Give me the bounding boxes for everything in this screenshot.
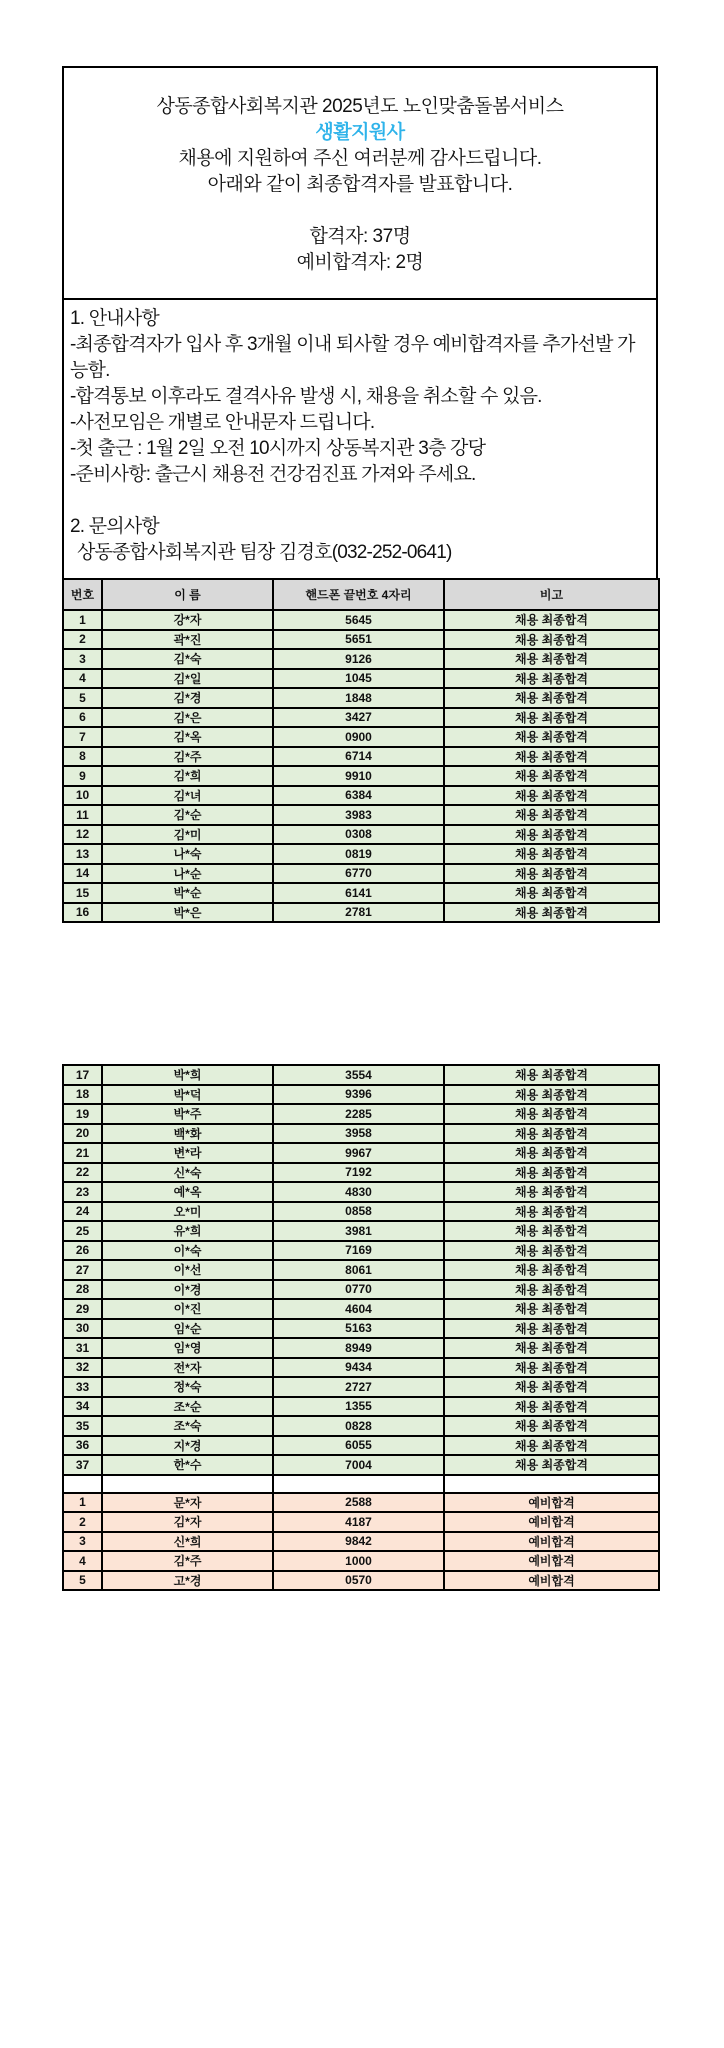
cell-name: 김*숙 (102, 649, 273, 669)
winner-row (63, 1455, 659, 1475)
notice-section (62, 298, 658, 578)
cell-note: 채용 최종합격 (444, 1397, 659, 1417)
cell-note: 채용 최종합격 (444, 1124, 659, 1144)
cell-no: 8 (63, 747, 102, 767)
cell-phone: 5645 (273, 610, 444, 630)
winner-row (63, 649, 659, 669)
cell-phone: 9967 (273, 1143, 444, 1163)
cell-no: 27 (63, 1260, 102, 1280)
notice-item: -준비사항: 출근시 채용전 건강검진표 가져와 주세요. (70, 464, 476, 485)
cell-note: 채용 최종합격 (444, 1416, 659, 1436)
cell-note: 채용 최종합격 (444, 1260, 659, 1280)
cell-note: 채용 최종합격 (444, 1085, 659, 1105)
cell-no: 18 (63, 1085, 102, 1105)
winner-row (63, 1143, 659, 1163)
winner-row (63, 805, 659, 825)
cell-name: 박*주 (102, 1104, 273, 1124)
cell-empty (102, 1475, 273, 1493)
empty-separator-row (63, 1475, 659, 1493)
winner-row (63, 1338, 659, 1358)
cell-no: 36 (63, 1436, 102, 1456)
header-name: 이 름 (102, 579, 273, 610)
winner-row (63, 766, 659, 786)
cell-no: 2 (63, 630, 102, 650)
cell-name: 조*숙 (102, 1416, 273, 1436)
cell-phone: 7169 (273, 1241, 444, 1261)
cell-empty (63, 1475, 102, 1493)
cell-phone: 1848 (273, 688, 444, 708)
cell-name: 김*경 (102, 688, 273, 708)
cell-name: 김*자 (102, 1512, 273, 1532)
cell-name: 김*녀 (102, 786, 273, 806)
cell-name: 나*숙 (102, 844, 273, 864)
cell-no: 19 (63, 1104, 102, 1124)
cell-phone: 8061 (273, 1260, 444, 1280)
cell-no: 6 (63, 708, 102, 728)
intro-section (62, 66, 658, 298)
cell-note: 채용 최종합격 (444, 1104, 659, 1124)
winner-row (63, 1065, 659, 1085)
winner-row (63, 1202, 659, 1222)
cell-no: 5 (63, 688, 102, 708)
cell-name: 오*미 (102, 1202, 273, 1222)
winner-row (63, 610, 659, 630)
cell-name: 김*희 (102, 766, 273, 786)
cell-no: 29 (63, 1299, 102, 1319)
cell-note: 채용 최종합격 (444, 1338, 659, 1358)
cell-phone: 1355 (273, 1397, 444, 1417)
cell-name: 지*경 (102, 1436, 273, 1456)
cell-name: 김*순 (102, 805, 273, 825)
notice-items (70, 332, 650, 488)
winner-row (63, 1182, 659, 1202)
cell-note: 채용 최종합격 (444, 903, 659, 923)
contact-line: 상동종합사회복지관 팀장 김경호(032-252-0641) (77, 542, 452, 563)
cell-phone: 3554 (273, 1065, 444, 1085)
cell-no: 28 (63, 1280, 102, 1300)
cell-name: 강*자 (102, 610, 273, 630)
cell-no: 13 (63, 844, 102, 864)
cell-note: 예비합격 (444, 1493, 659, 1513)
winner-row (63, 727, 659, 747)
cell-name: 김*옥 (102, 727, 273, 747)
cell-note: 채용 최종합격 (444, 630, 659, 650)
results-table-part1 (62, 578, 660, 923)
page-gap (62, 923, 658, 1064)
cell-note: 채용 최종합격 (444, 1377, 659, 1397)
cell-no: 1 (63, 610, 102, 630)
winner-row (63, 1280, 659, 1300)
notice-title-1: 1. 안내사항 (70, 308, 159, 329)
reserve-row (63, 1551, 659, 1571)
cell-no: 2 (63, 1512, 102, 1532)
cell-note: 채용 최종합격 (444, 649, 659, 669)
announce-line: 아래와 같이 최종합격자를 발표합니다. (207, 174, 513, 195)
cell-phone: 7004 (273, 1455, 444, 1475)
cell-phone: 3427 (273, 708, 444, 728)
winner-row (63, 864, 659, 884)
results-table-part2 (62, 1064, 660, 1591)
cell-name: 박*희 (102, 1065, 273, 1085)
cell-name: 나*순 (102, 864, 273, 884)
passed-count: 합격자: 37명 (309, 226, 411, 247)
header-phone: 핸드폰 끝번호 4자리 (273, 579, 444, 610)
cell-no: 4 (63, 669, 102, 689)
winner-row (63, 1104, 659, 1124)
cell-name: 고*경 (102, 1571, 273, 1591)
cell-phone: 0828 (273, 1416, 444, 1436)
reserve-row (63, 1493, 659, 1513)
cell-no: 35 (63, 1416, 102, 1436)
cell-phone: 4187 (273, 1512, 444, 1532)
cell-note: 채용 최종합격 (444, 883, 659, 903)
cell-phone: 9434 (273, 1358, 444, 1378)
cell-note: 예비합격 (444, 1532, 659, 1552)
cell-no: 23 (63, 1182, 102, 1202)
cell-phone: 6055 (273, 1436, 444, 1456)
cell-note: 채용 최종합격 (444, 1163, 659, 1183)
cell-phone: 5651 (273, 630, 444, 650)
cell-name: 박*은 (102, 903, 273, 923)
winner-row (63, 825, 659, 845)
cell-phone: 4604 (273, 1299, 444, 1319)
cell-note: 채용 최종합격 (444, 805, 659, 825)
winner-row (63, 1241, 659, 1261)
cell-name: 김*주 (102, 747, 273, 767)
winner-row (63, 844, 659, 864)
cell-name: 변*라 (102, 1143, 273, 1163)
cell-phone: 2781 (273, 903, 444, 923)
cell-empty (444, 1475, 659, 1493)
winner-row (63, 1319, 659, 1339)
winner-row (63, 1436, 659, 1456)
cell-phone: 2727 (273, 1377, 444, 1397)
cell-phone: 5163 (273, 1319, 444, 1339)
winner-row (63, 1085, 659, 1105)
cell-note: 채용 최종합격 (444, 1221, 659, 1241)
cell-no: 5 (63, 1571, 102, 1591)
cell-note: 채용 최종합격 (444, 747, 659, 767)
cell-no: 32 (63, 1358, 102, 1378)
cell-no: 20 (63, 1124, 102, 1144)
cell-name: 정*숙 (102, 1377, 273, 1397)
cell-phone: 0900 (273, 727, 444, 747)
winner-row (63, 630, 659, 650)
cell-phone: 9842 (273, 1532, 444, 1552)
winner-row (63, 786, 659, 806)
notice-item: -최종합격자가 입사 후 3개월 이내 퇴사할 경우 예비합격자를 추가선발 가능함. (70, 334, 635, 381)
document-sheet (62, 66, 658, 1591)
winner-row (63, 1416, 659, 1436)
cell-phone: 3958 (273, 1124, 444, 1144)
winner-row (63, 1124, 659, 1144)
table-header-row (63, 579, 659, 610)
cell-no: 24 (63, 1202, 102, 1222)
cell-note: 채용 최종합격 (444, 844, 659, 864)
spacer-line (70, 488, 650, 514)
cell-note: 채용 최종합격 (444, 708, 659, 728)
cell-no: 17 (63, 1065, 102, 1085)
cell-note: 채용 최종합격 (444, 1358, 659, 1378)
cell-note: 채용 최종합격 (444, 669, 659, 689)
cell-no: 15 (63, 883, 102, 903)
cell-name: 이*진 (102, 1299, 273, 1319)
cell-no: 4 (63, 1551, 102, 1571)
cell-name: 한*수 (102, 1455, 273, 1475)
cell-name: 이*선 (102, 1260, 273, 1280)
winner-row (63, 1163, 659, 1183)
cell-no: 9 (63, 766, 102, 786)
winner-row (63, 688, 659, 708)
notice-item: -첫 출근 : 1월 2일 오전 10시까지 상동복지관 3층 강당 (70, 438, 486, 459)
cell-note: 채용 최종합격 (444, 1202, 659, 1222)
cell-no: 34 (63, 1397, 102, 1417)
title-line: 상동종합사회복지관 2025년도 노인맞춤돌봄서비스 (156, 96, 564, 117)
cell-no: 14 (63, 864, 102, 884)
cell-no: 16 (63, 903, 102, 923)
winner-row (63, 1221, 659, 1241)
cell-no: 25 (63, 1221, 102, 1241)
cell-no: 31 (63, 1338, 102, 1358)
cell-phone: 3983 (273, 805, 444, 825)
cell-name: 박*덕 (102, 1085, 273, 1105)
cell-note: 채용 최종합격 (444, 1299, 659, 1319)
cell-phone: 9396 (273, 1085, 444, 1105)
cell-phone: 4830 (273, 1182, 444, 1202)
program-name-highlight: 생활지원사 (315, 122, 405, 143)
cell-name: 곽*진 (102, 630, 273, 650)
cell-no: 30 (63, 1319, 102, 1339)
cell-no: 11 (63, 805, 102, 825)
reserve-row (63, 1532, 659, 1552)
cell-note: 채용 최종합격 (444, 1182, 659, 1202)
notice-item: -사전모임은 개별로 안내문자 드립니다. (70, 412, 375, 433)
cell-phone: 2588 (273, 1493, 444, 1513)
cell-phone: 6770 (273, 864, 444, 884)
cell-no: 1 (63, 1493, 102, 1513)
cell-name: 김*은 (102, 708, 273, 728)
cell-name: 박*순 (102, 883, 273, 903)
winner-row (63, 669, 659, 689)
cell-phone: 3981 (273, 1221, 444, 1241)
header-note: 비고 (444, 579, 659, 610)
cell-phone: 2285 (273, 1104, 444, 1124)
cell-note: 채용 최종합격 (444, 825, 659, 845)
cell-no: 26 (63, 1241, 102, 1261)
cell-no: 3 (63, 1532, 102, 1552)
cell-phone: 0570 (273, 1571, 444, 1591)
thanks-line: 채용에 지원하여 주신 여러분께 감사드립니다. (178, 148, 542, 169)
cell-name: 예*옥 (102, 1182, 273, 1202)
cell-name: 전*자 (102, 1358, 273, 1378)
cell-no: 33 (63, 1377, 102, 1397)
winner-row (63, 1299, 659, 1319)
cell-note: 예비합격 (444, 1512, 659, 1532)
reserve-count: 예비합격자: 2명 (296, 252, 424, 273)
reserve-row (63, 1571, 659, 1591)
cell-phone: 1045 (273, 669, 444, 689)
cell-phone: 9910 (273, 766, 444, 786)
winner-row (63, 747, 659, 767)
cell-phone: 0819 (273, 844, 444, 864)
winner-row (63, 1358, 659, 1378)
cell-phone: 0858 (273, 1202, 444, 1222)
cell-note: 채용 최종합격 (444, 1065, 659, 1085)
cell-name: 김*일 (102, 669, 273, 689)
cell-name: 조*순 (102, 1397, 273, 1417)
cell-no: 10 (63, 786, 102, 806)
cell-no: 22 (63, 1163, 102, 1183)
cell-name: 이*경 (102, 1280, 273, 1300)
cell-name: 김*미 (102, 825, 273, 845)
cell-no: 7 (63, 727, 102, 747)
cell-note: 채용 최종합격 (444, 766, 659, 786)
header-no: 번호 (63, 579, 102, 610)
cell-note: 채용 최종합격 (444, 864, 659, 884)
spacer-line (64, 198, 656, 224)
winner-row (63, 1377, 659, 1397)
winner-row (63, 883, 659, 903)
cell-phone: 6384 (273, 786, 444, 806)
cell-phone: 8949 (273, 1338, 444, 1358)
notice-item: -합격통보 이후라도 결격사유 발생 시, 채용을 취소할 수 있음. (70, 386, 542, 407)
cell-note: 채용 최종합격 (444, 1143, 659, 1163)
cell-note: 예비합격 (444, 1571, 659, 1591)
cell-no: 12 (63, 825, 102, 845)
cell-phone: 6141 (273, 883, 444, 903)
cell-phone: 6714 (273, 747, 444, 767)
winner-row (63, 1260, 659, 1280)
cell-phone: 0770 (273, 1280, 444, 1300)
cell-name: 신*희 (102, 1532, 273, 1552)
cell-name: 유*희 (102, 1221, 273, 1241)
cell-name: 백*화 (102, 1124, 273, 1144)
notice-title-2: 2. 문의사항 (70, 516, 159, 537)
cell-note: 채용 최종합격 (444, 1280, 659, 1300)
cell-note: 채용 최종합격 (444, 786, 659, 806)
cell-empty (273, 1475, 444, 1493)
winner-row (63, 903, 659, 923)
cell-note: 채용 최종합격 (444, 610, 659, 630)
cell-name: 임*영 (102, 1338, 273, 1358)
cell-phone: 7192 (273, 1163, 444, 1183)
cell-name: 임*순 (102, 1319, 273, 1339)
cell-note: 채용 최종합격 (444, 1319, 659, 1339)
cell-note: 채용 최종합격 (444, 1436, 659, 1456)
cell-note: 채용 최종합격 (444, 1241, 659, 1261)
cell-note: 채용 최종합격 (444, 727, 659, 747)
cell-phone: 9126 (273, 649, 444, 669)
cell-name: 신*숙 (102, 1163, 273, 1183)
cell-note: 예비합격 (444, 1551, 659, 1571)
winner-row (63, 708, 659, 728)
cell-name: 문*자 (102, 1493, 273, 1513)
reserve-row (63, 1512, 659, 1532)
cell-name: 이*숙 (102, 1241, 273, 1261)
cell-note: 채용 최종합격 (444, 688, 659, 708)
cell-name: 김*주 (102, 1551, 273, 1571)
cell-no: 21 (63, 1143, 102, 1163)
cell-note: 채용 최종합격 (444, 1455, 659, 1475)
winner-row (63, 1397, 659, 1417)
cell-phone: 0308 (273, 825, 444, 845)
cell-phone: 1000 (273, 1551, 444, 1571)
cell-no: 3 (63, 649, 102, 669)
cell-no: 37 (63, 1455, 102, 1475)
